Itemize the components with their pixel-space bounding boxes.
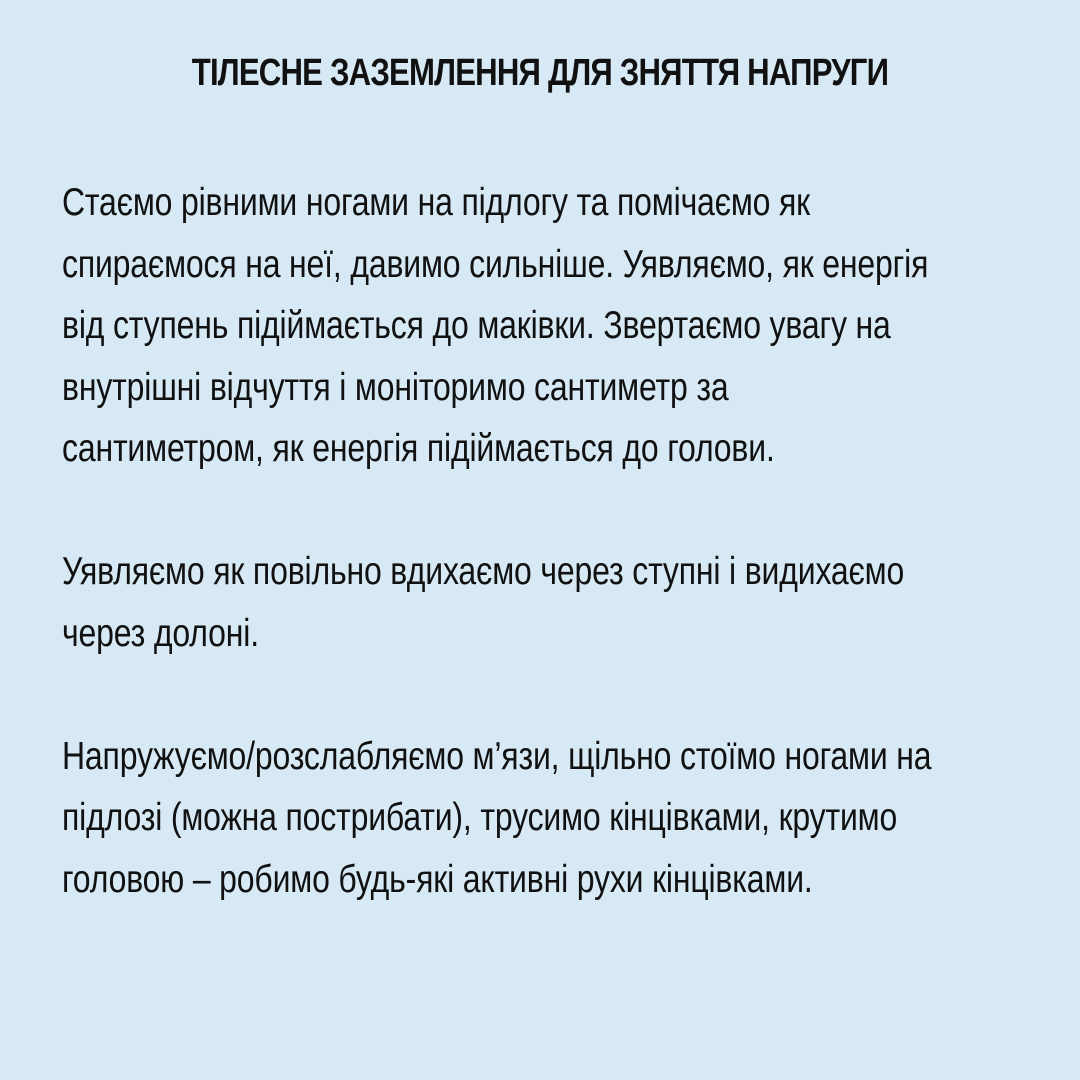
paragraph-line: Уявляємо як повільно вдихаємо через ступні і видихаємо [62, 550, 905, 593]
paragraph-line: Стаємо рівними ногами на підлогу та помічаємо як [62, 181, 810, 224]
paragraph-line: внутрішні відчуття і моніторимо сантиметр за [62, 365, 729, 409]
page-title: ТІЛЕСНЕ ЗАЗЕМЛЕННЯ ДЛЯ ЗНЯТТЯ НАПРУГИ [191, 52, 889, 94]
paragraph-line: головою – робимо будь-які активні рухи кінцівками. [62, 857, 813, 901]
paragraph-line: підлозі (можна пострибати), трусимо кінцівками, крутимо [62, 796, 898, 839]
paragraph-line: від ступень підіймається до маківки. Звертаємо увагу на [62, 304, 891, 347]
body-text [62, 172, 1016, 910]
paragraph-1 [62, 172, 1016, 480]
paragraph-line: через долоні. [62, 611, 259, 655]
paragraph-line: сантиметром, як енергія підіймається до голови. [62, 427, 775, 470]
paragraph-line: Напружуємо/розслабляємо м’язи, щільно стоїмо ногами на [62, 734, 932, 778]
paragraph-line: спираємося на неї, давимо сильніше. Уявляємо, як енергія [62, 242, 929, 286]
paragraph-3 [62, 726, 1016, 911]
paragraph-2 [62, 541, 1016, 664]
